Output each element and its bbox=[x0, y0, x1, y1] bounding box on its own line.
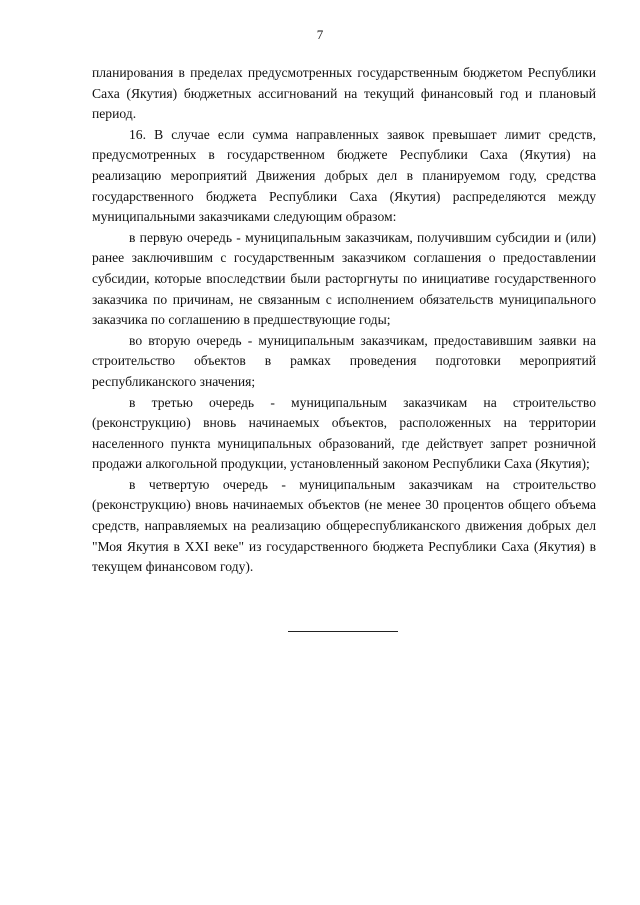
paragraph-priority-fourth: в четвертую очередь - муниципальным заказчикам на строительство (реконструкцию) вновь начинаемых объектов (не менее 30 процентов общего объема средств, направляемых на реализацию общереспубликанского движения добрых дел "Моя Якутия в XXI веке" из государственного бюджета Республики Саха (Якутия) в текущем финансовом году). bbox=[92, 476, 596, 575]
page-number: 7 bbox=[316, 27, 324, 42]
end-of-document-divider bbox=[288, 631, 398, 632]
paragraph-clause-16: 16. В случае если сумма направленных заявок превышает лимит средств, предусмотренных в государственном бюджете Республики Саха (Якутия) на реализацию мероприятий Движения добрых дел в планируемом году, средства государственного бюджета Республики Саха (Якутия) распределяются между муниципальными заказчиками следующим образом: bbox=[92, 126, 596, 225]
document-body bbox=[92, 63, 596, 578]
paragraph-priority-third: в третью очередь - муниципальным заказчикам на строительство (реконструкцию) вновь начинаемых объектов, расположенных на территории населенного пункта муниципальных образований, где действует запрет розничной продажи алкогольной продукции, установленный законом Республики Саха (Якутия); bbox=[92, 394, 596, 472]
paragraph-priority-second: во вторую очередь - муниципальным заказчикам, предоставившим заявки на строительство объектов в рамках проведения подготовки мероприятий республиканского значения; bbox=[92, 332, 596, 389]
paragraph-priority-first: в первую очередь - муниципальным заказчикам, получившим субсидии и (или) ранее заключившим с государственным заказчиком соглашения о предоставлении субсидии, которые впоследствии были расторгнуты по инициативе государственного заказчика по причинам, не связанным с исполнением обязательств муниципального заказчика по соглашению в предшествующие годы; bbox=[92, 229, 596, 328]
paragraph-continuation: планирования в пределах предусмотренных государственным бюджетом Республики Саха (Якутия) бюджетных ассигнований на текущий финансовый год и плановый период. bbox=[92, 65, 596, 122]
